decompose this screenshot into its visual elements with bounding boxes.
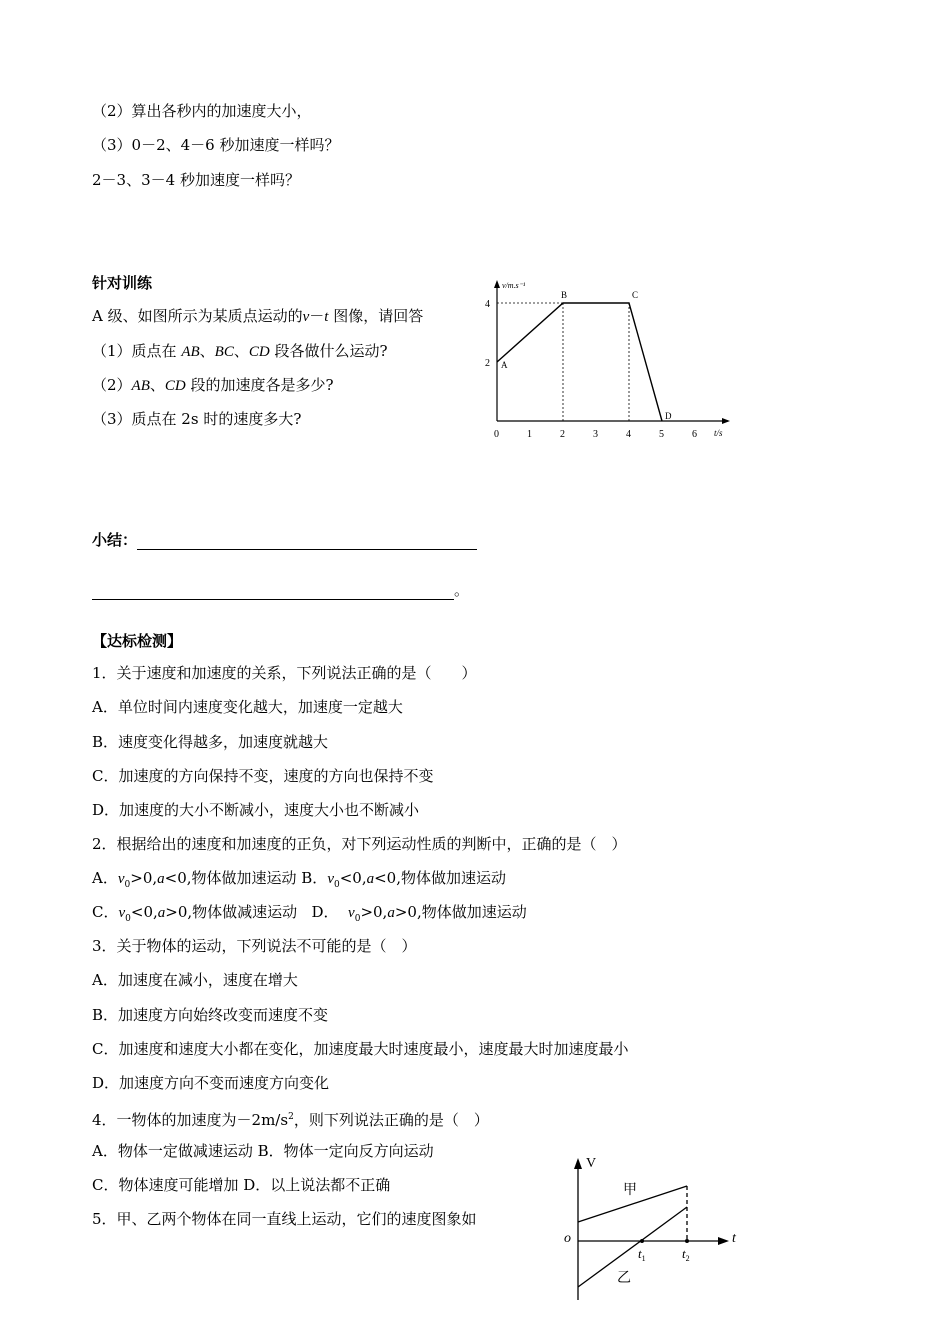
x-tick-label: 4 (626, 429, 631, 440)
point-label-A: A (501, 360, 508, 370)
jia-label: 甲 (623, 1183, 637, 1198)
x-tick-label: 6 (692, 429, 697, 440)
training-intro: A 级、如图所示为某质点运动的v－t 图像，请回答 (92, 307, 424, 325)
x-axis-label: t/s (714, 428, 723, 438)
x-axis-label: t (732, 1231, 736, 1246)
check-q5: 5．甲、乙两个物体在同一直线上运动，它们的速度图象如 (92, 1210, 477, 1228)
summary-line1: 小结： (92, 530, 477, 550)
check-q1-c: C．加速度的方向保持不变，速度的方向也保持不变 (92, 767, 434, 785)
check-q4-cd: C．物体速度可能增加 D．以上说法都不正确 (92, 1176, 391, 1194)
y-axis-label: v/m.s⁻¹ (502, 281, 526, 290)
x-tick-label: 5 (659, 429, 664, 440)
check-q2: 2．根据给出的速度和加速度的正负，对下列运动性质的判断中，正确的是（ ） (92, 835, 627, 853)
x-axis-arrow (722, 418, 730, 424)
vt-series-line (497, 303, 662, 421)
check-q3-d: D．加速度方向不变而速度方向变化 (92, 1074, 330, 1092)
check-q4-ab: A．物体一定做减速运动 B．物体一定向反方向运动 (92, 1142, 434, 1160)
summary-line2: 。 (92, 580, 469, 600)
training-heading: 针对训练 (92, 274, 153, 292)
vt-graph (470, 276, 740, 446)
y-axis-label: V (586, 1156, 597, 1171)
summary-blank-1[interactable] (137, 534, 477, 550)
point-label-C: C (632, 290, 639, 300)
check-q1-a: A．单位时间内速度变化越大，加速度一定越大 (92, 698, 403, 716)
check-q1: 1．关于速度和加速度的关系，下列说法正确的是（ ） (92, 664, 477, 682)
t1-label: $t_1$ (638, 1246, 646, 1263)
training-q1: （1）质点在 AB、BC、CD 段各做什么运动? (92, 342, 388, 360)
y-axis-arrow (494, 280, 500, 288)
point-label-D: D (665, 411, 672, 421)
check-q3-b: B．加速度方向始终改变而速度不变 (92, 1006, 329, 1024)
training-q2: （2）AB、CD 段的加速度各是多少? (92, 376, 334, 394)
check-q3-a: A．加速度在减小，速度在增大 (92, 971, 298, 989)
top-q2: （2）算出各秒内的加速度大小， (92, 102, 312, 120)
top-q3b: 2－3、3－4 秒加速度一样吗？ (92, 171, 300, 189)
t2-point (685, 1239, 689, 1243)
point-label-B: B (561, 290, 568, 300)
check-q1-d: D．加速度的大小不断减小，速度大小也不断减小 (92, 801, 420, 819)
t2-label: $t_2$ (682, 1246, 690, 1263)
check-q2-ab: A．$v_0>0,a<0$,物体做加速运动 B．$v_0<0,a<0$,物体做加速运动 (92, 869, 506, 890)
summary-blank-2[interactable] (92, 584, 454, 600)
jia-yi-graph (555, 1150, 750, 1305)
t1-point (640, 1239, 644, 1243)
y-axis-arrow (574, 1158, 582, 1169)
x-tick-label: 2 (560, 429, 565, 440)
origin-label: o (564, 1231, 571, 1246)
yi-label: 乙 (617, 1271, 631, 1286)
top-q3: （3）0－2、4－6 秒加速度一样吗？ (92, 136, 340, 154)
y-tick-label: 2 (485, 358, 490, 369)
check-heading: 【达标检测】 (92, 632, 183, 650)
x-tick-label: 3 (593, 429, 598, 440)
check-q1-b: B．速度变化得越多，加速度就越大 (92, 733, 329, 751)
x-tick-label: 0 (494, 429, 499, 440)
training-q3: （3）质点在 2s 时的速度多大? (92, 410, 302, 428)
check-q2-cd: C．$v_0<0,a>0$,物体做减速运动 D． $v_0>0,a>0$,物体做加速运动 (92, 903, 527, 924)
y-tick-label: 4 (485, 299, 490, 310)
yi-line (578, 1207, 687, 1287)
x-axis-arrow (718, 1237, 729, 1245)
check-q4: 4．一物体的加速度为$-2m/s^2$，则下列说法正确的是（ ） (92, 1111, 489, 1129)
check-q3-c: C．加速度和速度大小都在变化，加速度最大时速度最小，速度最大时加速度最小 (92, 1040, 629, 1058)
x-tick-label: 1 (527, 429, 532, 440)
check-q3: 3．关于物体的运动，下列说法不可能的是（ ） (92, 937, 417, 955)
